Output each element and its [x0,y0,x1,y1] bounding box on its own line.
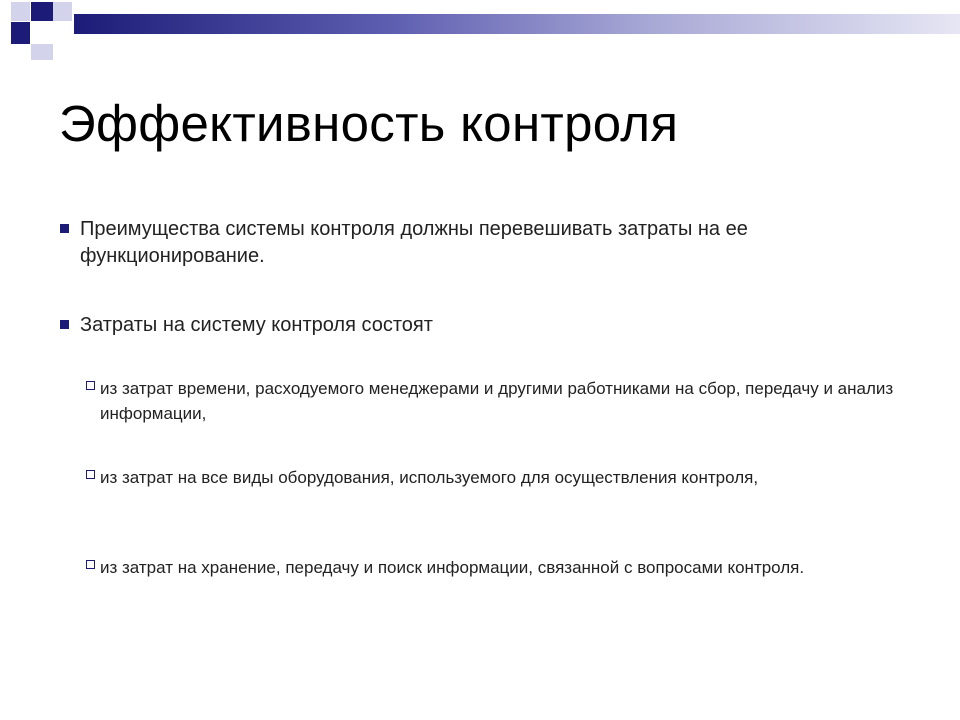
header-gradient-band [74,14,960,34]
sub-bullet-item [86,555,906,580]
decor-square [53,2,72,21]
sub-bullet-text: из затрат на все виды оборудования, используемого для осуществления контроля, [100,468,759,487]
slide-title: Эффективность контроля [59,95,679,152]
decor-square [11,2,30,21]
bullet-item [60,312,900,339]
hollow-square-bullet-icon [86,381,95,390]
square-bullet-icon [60,320,69,329]
hollow-square-bullet-icon [86,470,95,479]
sub-bullet-text: из затрат на хранение, передачу и поиск информации, связанной с вопросами контроля. [100,558,805,577]
decor-square [11,22,30,44]
square-bullet-icon [60,224,69,233]
bullet-item [60,216,900,270]
decor-square [31,22,53,44]
hollow-square-bullet-icon [86,560,95,569]
sub-bullet-item [86,465,906,490]
bullet-text: Преимущества системы контроля должны перевешивать затраты на ее функционирование. [80,218,748,267]
decor-square [31,2,53,21]
sub-bullet-text: из затрат времени, расходуемого менеджерами и другими работниками на сбор, передачу и анализ информации, [100,379,894,423]
bullet-text: Затраты на систему контроля состоят [80,314,433,336]
sub-bullet-item [86,376,906,426]
decor-square [31,44,53,60]
